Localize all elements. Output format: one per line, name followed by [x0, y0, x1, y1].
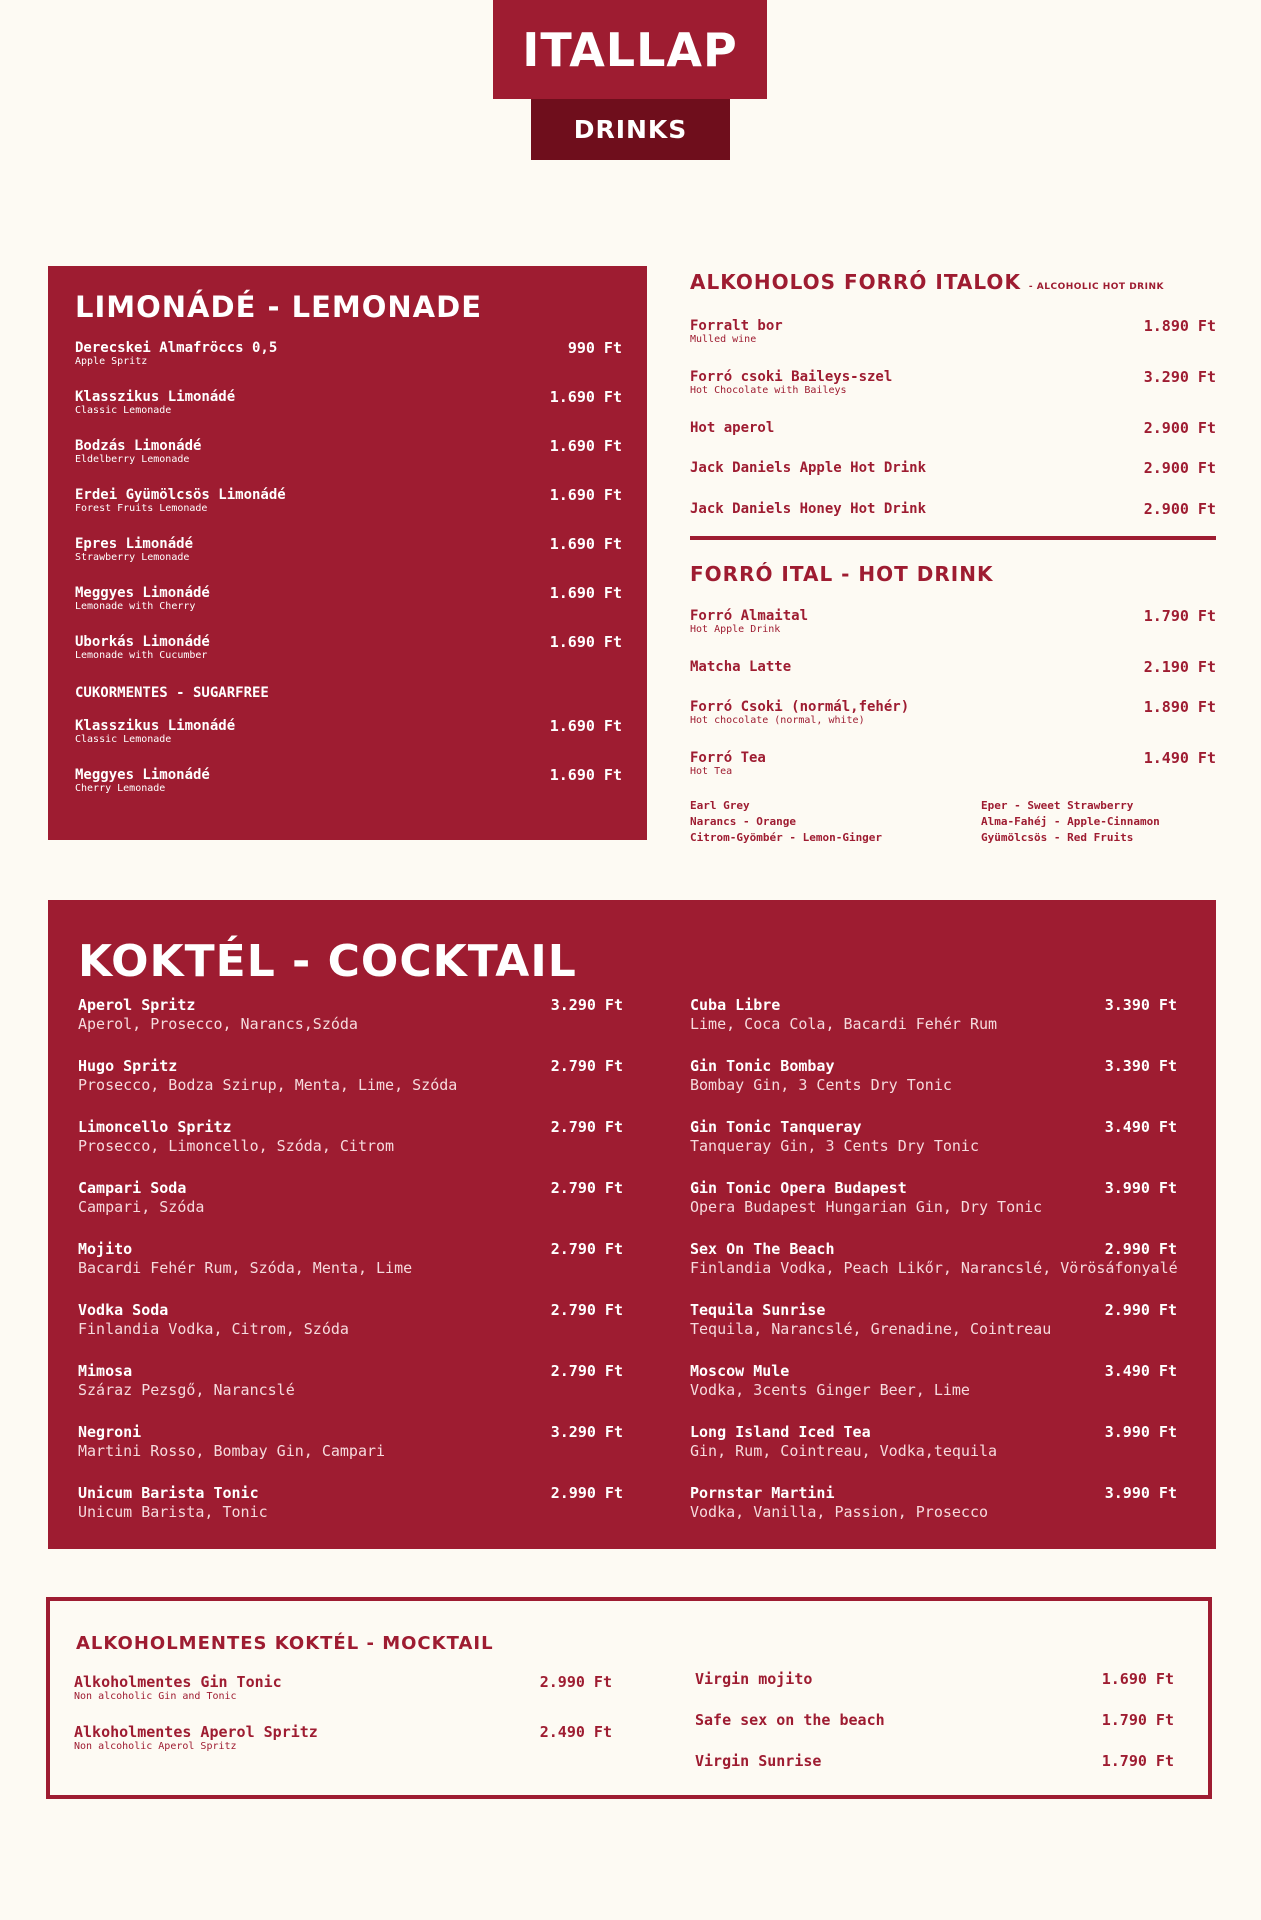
item-description: Cherry Lemonade — [75, 783, 166, 794]
item-name: Erdei Gyümölcsös Limonádé — [75, 487, 286, 503]
item-name: Gin Tonic Tanqueray — [690, 1118, 862, 1136]
item-price: 3.390 Ft — [1104, 1057, 1177, 1075]
menu-item — [695, 1671, 1174, 1688]
item-price: 2.790 Ft — [550, 1301, 623, 1319]
item-description: Hot Tea — [690, 766, 733, 777]
item-price: 1.690 Ft — [549, 633, 622, 651]
item-description: Tanqueray Gin, 3 Cents Dry Tonic — [690, 1137, 979, 1155]
item-description: Vodka, Vanilla, Passion, Prosecco — [690, 1503, 989, 1521]
item-name: Klasszikus Limonádé — [75, 718, 236, 734]
item-description: Tequila, Narancslé, Grenadine, Cointreau — [690, 1320, 1052, 1338]
item-price: 2.790 Ft — [550, 1057, 623, 1075]
item-price: 2.900 Ft — [1143, 419, 1216, 437]
item-price: 2.900 Ft — [1143, 500, 1216, 518]
menu-item — [78, 1362, 623, 1400]
item-price: 3.990 Ft — [1104, 1179, 1177, 1197]
item-description: Non alcoholic Gin and Tonic — [74, 1691, 237, 1702]
item-price: 2.790 Ft — [550, 1240, 623, 1258]
hot-alcoholic-title-main: ALKOHOLOS FORRÓ ITALOK — [690, 270, 1021, 294]
item-price: 3.490 Ft — [1104, 1118, 1177, 1136]
menu-item — [690, 996, 1177, 1034]
item-price: 1.790 Ft — [1143, 607, 1216, 625]
item-name: Jack Daniels Apple Hot Drink — [690, 460, 927, 476]
item-price: 3.290 Ft — [1143, 368, 1216, 386]
menu-item — [690, 608, 1216, 636]
item-price: 2.490 Ft — [539, 1723, 612, 1741]
menu-item — [690, 501, 1216, 517]
item-description: Száraz Pezsgő, Narancslé — [78, 1381, 295, 1399]
item-price: 1.690 Ft — [1101, 1670, 1174, 1688]
item-description: Hot Chocolate with Baileys — [690, 385, 847, 396]
item-description: Classic Lemonade — [75, 734, 172, 745]
item-description: Hot chocolate (normal, white) — [690, 715, 865, 726]
item-description: Lime, Coca Cola, Bacardi Fehér Rum — [690, 1015, 998, 1033]
tea-flavor: Eper - Sweet Strawberry — [981, 799, 1134, 812]
hot-alcoholic-title — [690, 270, 1216, 294]
menu-item — [75, 585, 622, 613]
menu-item — [690, 1179, 1177, 1217]
item-name: Mojito — [78, 1240, 133, 1258]
item-name: Long Island Iced Tea — [690, 1423, 871, 1441]
item-description: Classic Lemonade — [75, 405, 172, 416]
item-price: 3.990 Ft — [1104, 1423, 1177, 1441]
item-description: Finlandia Vodka, Citrom, Szóda — [78, 1320, 349, 1338]
tea-flavor: Earl Grey — [690, 799, 750, 812]
item-name: Forralt bor — [690, 318, 783, 334]
item-name: Forró Csoki (normál,fehér) — [690, 699, 910, 715]
menu-item — [78, 1423, 623, 1461]
item-name: Pornstar Martini — [690, 1484, 835, 1502]
item-name: Moscow Mule — [690, 1362, 790, 1380]
item-name: Safe sex on the beach — [695, 1711, 885, 1729]
item-price: 1.790 Ft — [1101, 1711, 1174, 1729]
item-description: Unicum Barista, Tonic — [78, 1503, 268, 1521]
item-name: Unicum Barista Tonic — [78, 1484, 259, 1502]
menu-item — [690, 1484, 1177, 1522]
menu-item — [690, 1057, 1177, 1095]
item-price: 990 Ft — [567, 339, 622, 357]
item-description: Bombay Gin, 3 Cents Dry Tonic — [690, 1076, 952, 1094]
item-name: Gin Tonic Bombay — [690, 1057, 835, 1075]
item-name: Limoncello Spritz — [78, 1118, 232, 1136]
item-price: 1.690 Ft — [549, 388, 622, 406]
item-name: Bodzás Limonádé — [75, 438, 202, 454]
mocktail-section — [46, 1597, 1212, 1799]
item-price: 1.690 Ft — [549, 535, 622, 553]
item-price: 2.990 Ft — [550, 1484, 623, 1502]
menu-item — [78, 1240, 623, 1278]
mocktail-title: ALKOHOLMENTES KOKTÉL - MOCKTAIL — [76, 1633, 494, 1654]
item-price: 2.790 Ft — [550, 1118, 623, 1136]
cocktail-title: KOKTÉL - COCKTAIL — [78, 936, 577, 987]
item-price: 1.890 Ft — [1143, 698, 1216, 716]
menu-item — [690, 1362, 1177, 1400]
item-name: Meggyes Limonádé — [75, 585, 210, 601]
item-name: Negroni — [78, 1423, 142, 1441]
menu-item — [695, 1753, 1174, 1770]
item-name: Hugo Spritz — [78, 1057, 178, 1075]
item-description: Prosecco, Bodza Szirup, Menta, Lime, Szóda — [78, 1076, 458, 1094]
item-price: 1.690 Ft — [549, 717, 622, 735]
item-name: Meggyes Limonádé — [75, 767, 210, 783]
item-name: Alkoholmentes Aperol Spritz — [74, 1723, 318, 1741]
item-name: Forró Almaital — [690, 608, 809, 624]
item-name: Klasszikus Limonádé — [75, 389, 236, 405]
item-name: Virgin mojito — [695, 1670, 813, 1688]
item-description: Eldelberry Lemonade — [75, 454, 190, 465]
item-price: 1.690 Ft — [549, 766, 622, 784]
tea-flavor: Alma-Fahéj - Apple-Cinnamon — [981, 815, 1160, 828]
item-price: 1.690 Ft — [549, 584, 622, 602]
item-description: Strawberry Lemonade — [75, 552, 190, 563]
item-price: 2.790 Ft — [550, 1362, 623, 1380]
item-name: Jack Daniels Honey Hot Drink — [690, 501, 927, 517]
item-price: 2.990 Ft — [1104, 1240, 1177, 1258]
item-description: Finlandia Vodka, Peach Likőr, Narancslé, Vörösáfonyalé — [690, 1259, 1178, 1277]
item-description: Campari, Szóda — [78, 1198, 205, 1216]
item-price: 1.690 Ft — [549, 486, 622, 504]
menu-item — [690, 460, 1216, 476]
tea-flavor: Citrom-Gyömbér - Lemon-Ginger — [690, 831, 883, 844]
item-description: Gin, Rum, Cointreau, Vodka,tequila — [690, 1442, 998, 1460]
menu-item — [690, 1118, 1177, 1156]
menu-item — [78, 1118, 623, 1156]
tea-flavor: Narancs - Orange — [690, 815, 796, 828]
item-description: Lemonade with Cherry — [75, 601, 196, 612]
menu-item — [695, 1712, 1174, 1729]
item-name: Cuba Libre — [690, 996, 781, 1014]
hot-alcoholic-section — [690, 270, 1216, 518]
menu-item — [690, 369, 1216, 397]
item-price: 1.790 Ft — [1101, 1752, 1174, 1770]
sugarfree-heading: CUKORMENTES - SUGARFREE — [75, 685, 269, 701]
menu-item — [690, 1240, 1177, 1278]
tea-flavor: Gyümölcsös - Red Fruits — [981, 831, 1134, 844]
item-price: 3.290 Ft — [550, 996, 623, 1014]
menu-item — [690, 659, 1216, 675]
menu-item — [78, 996, 623, 1034]
menu-item — [690, 1301, 1177, 1339]
menu-item — [75, 536, 622, 564]
item-description: Bacardi Fehér Rum, Szóda, Menta, Lime — [78, 1259, 413, 1277]
item-description: Prosecco, Limoncello, Szóda, Citrom — [78, 1137, 395, 1155]
menu-title: ITALLAP — [493, 0, 767, 99]
item-price: 3.290 Ft — [550, 1423, 623, 1441]
menu-item — [690, 318, 1216, 346]
hot-drink-section — [690, 562, 1216, 844]
item-name: Aperol Spritz — [78, 996, 196, 1014]
item-name: Forró csoki Baileys-szel — [690, 369, 893, 385]
item-name: Derecskei Almafröccs 0,5 — [75, 340, 278, 356]
menu-item — [78, 1484, 623, 1522]
tea-flavors-right — [981, 798, 1160, 846]
menu-item — [75, 634, 622, 662]
item-name: Hot aperol — [690, 420, 775, 436]
item-description: Martini Rosso, Bombay Gin, Campari — [78, 1442, 386, 1460]
menu-item — [75, 389, 622, 417]
item-description: Aperol, Prosecco, Narancs,Szóda — [78, 1015, 358, 1033]
item-name: Gin Tonic Opera Budapest — [690, 1179, 907, 1197]
menu-item — [75, 487, 622, 515]
item-name: Mimosa — [78, 1362, 133, 1380]
item-name: Campari Soda — [78, 1179, 187, 1197]
item-name: Vodka Soda — [78, 1301, 169, 1319]
item-price: 2.190 Ft — [1143, 658, 1216, 676]
item-price: 1.490 Ft — [1143, 749, 1216, 767]
item-name: Matcha Latte — [690, 659, 792, 675]
tea-flavors-left — [690, 798, 882, 846]
item-name: Epres Limonádé — [75, 536, 194, 552]
menu-subtitle: DRINKS — [531, 99, 730, 160]
menu-item — [690, 420, 1216, 436]
item-price: 3.990 Ft — [1104, 1484, 1177, 1502]
item-name: Alkoholmentes Gin Tonic — [74, 1673, 282, 1691]
section-divider — [690, 536, 1216, 540]
item-description: Hot Apple Drink — [690, 624, 781, 635]
menu-item — [78, 1301, 623, 1339]
item-price: 3.490 Ft — [1104, 1362, 1177, 1380]
item-price: 2.790 Ft — [550, 1179, 623, 1197]
item-description: Forest Fruits Lemonade — [75, 503, 208, 514]
item-price: 3.390 Ft — [1104, 996, 1177, 1014]
item-description: Apple Spritz — [75, 356, 148, 367]
menu-item — [75, 438, 622, 466]
item-price: 1.690 Ft — [549, 437, 622, 455]
item-name: Tequila Sunrise — [690, 1301, 826, 1319]
item-description: Mulled wine — [690, 334, 757, 345]
menu-item — [690, 699, 1216, 727]
menu-item — [75, 340, 622, 368]
lemonade-title: LIMONÁDÉ - LEMONADE — [75, 290, 483, 324]
item-name: Virgin Sunrise — [695, 1752, 822, 1770]
item-description: Opera Budapest Hungarian Gin, Dry Tonic — [690, 1198, 1043, 1216]
cocktail-section — [48, 900, 1216, 1549]
menu-item — [78, 1179, 623, 1217]
item-description: Vodka, 3cents Ginger Beer, Lime — [690, 1381, 970, 1399]
lemonade-section — [48, 266, 647, 840]
item-price: 2.990 Ft — [1104, 1301, 1177, 1319]
menu-item — [74, 1724, 612, 1753]
menu-item — [75, 718, 622, 746]
menu-item — [690, 1423, 1177, 1461]
hot-alcoholic-title-sub: - ALCOHOLIC HOT DRINK — [1028, 282, 1164, 292]
item-price: 2.990 Ft — [539, 1673, 612, 1691]
item-name: Uborkás Limonádé — [75, 634, 210, 650]
item-name: Forró Tea — [690, 750, 766, 766]
item-name: Sex On The Beach — [690, 1240, 835, 1258]
item-description: Non alcoholic Aperol Spritz — [74, 1741, 237, 1752]
hot-drink-title: FORRÓ ITAL - HOT DRINK — [690, 562, 994, 586]
menu-item — [74, 1674, 612, 1703]
item-description: Lemonade with Cucumber — [75, 650, 208, 661]
item-price: 2.900 Ft — [1143, 459, 1216, 477]
item-price: 1.890 Ft — [1143, 317, 1216, 335]
menu-item — [75, 767, 622, 795]
menu-item — [78, 1057, 623, 1095]
menu-item — [690, 750, 1216, 778]
